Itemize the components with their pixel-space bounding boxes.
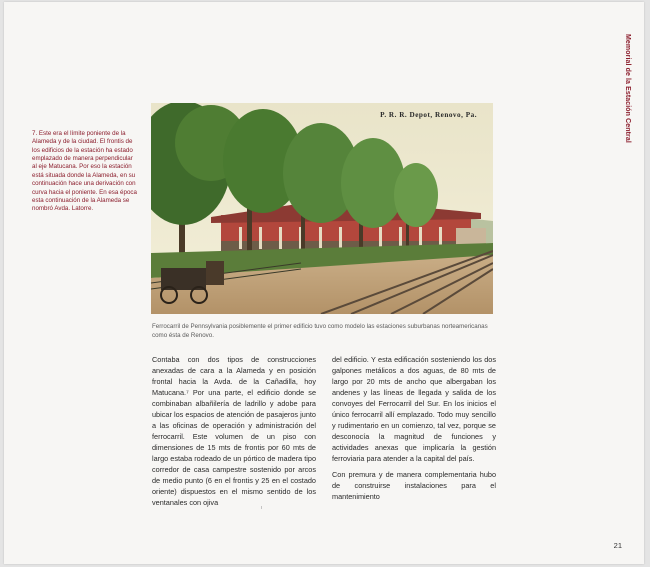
- body-column-right: [332, 354, 496, 507]
- sidenote: 7. Este era el límite poniente de la Alameda y de la ciudad. El frontis de los edificios de la estación ha estado emplazado de manera perpendicular al eje Matucana. Por eso la estación está situada donde la Alameda, en su continuación hace una derivación con curva hacia el poniente. En esa época esta continuación de la Alameda se nombró Avda. Latorre.: [32, 130, 137, 213]
- book-page: [4, 2, 644, 564]
- page-mark: ı: [261, 505, 263, 511]
- postcard-title: P. R. R. Depot, Renovo, Pa.: [380, 111, 477, 119]
- running-head: Memorial de la Estación Central: [624, 34, 631, 143]
- figure-caption: Ferrocarril de Pennsylvania posiblemente el primer edificio tuvo como modelo las estaciones suburbanas norteamericanas como ésta de Renovo.: [152, 323, 488, 340]
- paragraph: Con premura y de manera complementaria hubo de construirse instalaciones para el mantenimiento: [332, 470, 496, 502]
- station-illustration: [151, 103, 493, 314]
- paragraph: Contaba con dos tipos de construcciones anexadas de cara a la Alameda y en posición frontal hacia la Avda. de la Cañadilla, hoy Matucana.⁷ Por una parte, el edificio donde se combinaban albañilería de ladrillo y adobe para ubicar los espacios de atención de pasajeros junto a las oficinas de operación y administración del ferrocarril. Este volumen de un piso con dimensiones de 15 mts de frontis por 60 mts de largo estaba rodeado de un pórtico de madera tipo corredor de casa campestre sostenido por arcos de medio punto (6 en el frontis y 25 en el costado oriente) dispuestos en el mismo sentido de los ventanales con ojiva: [152, 355, 316, 508]
- postcard-photo: [151, 103, 493, 314]
- page-number: 21: [613, 541, 622, 550]
- body-column-left: [152, 354, 316, 513]
- paragraph: del edificio. Y esta edificación sosteniendo los dos galpones metálicos a dos aguas, de 80 mts de largo por 20 mts de ancho que albergaban los andenes y las líneas de llegada y salida de los convoyes del Ferrocarril del Sur. En los inicios el único ferrocarril allí emplazado. Todo muy sencillo y rudimentario en un comienzo, tal vez, porque se desconocía la magnitud de funciones y actividades anexas que implicaría la gestión ferroviaria para atender a la capital del país.: [332, 355, 496, 464]
